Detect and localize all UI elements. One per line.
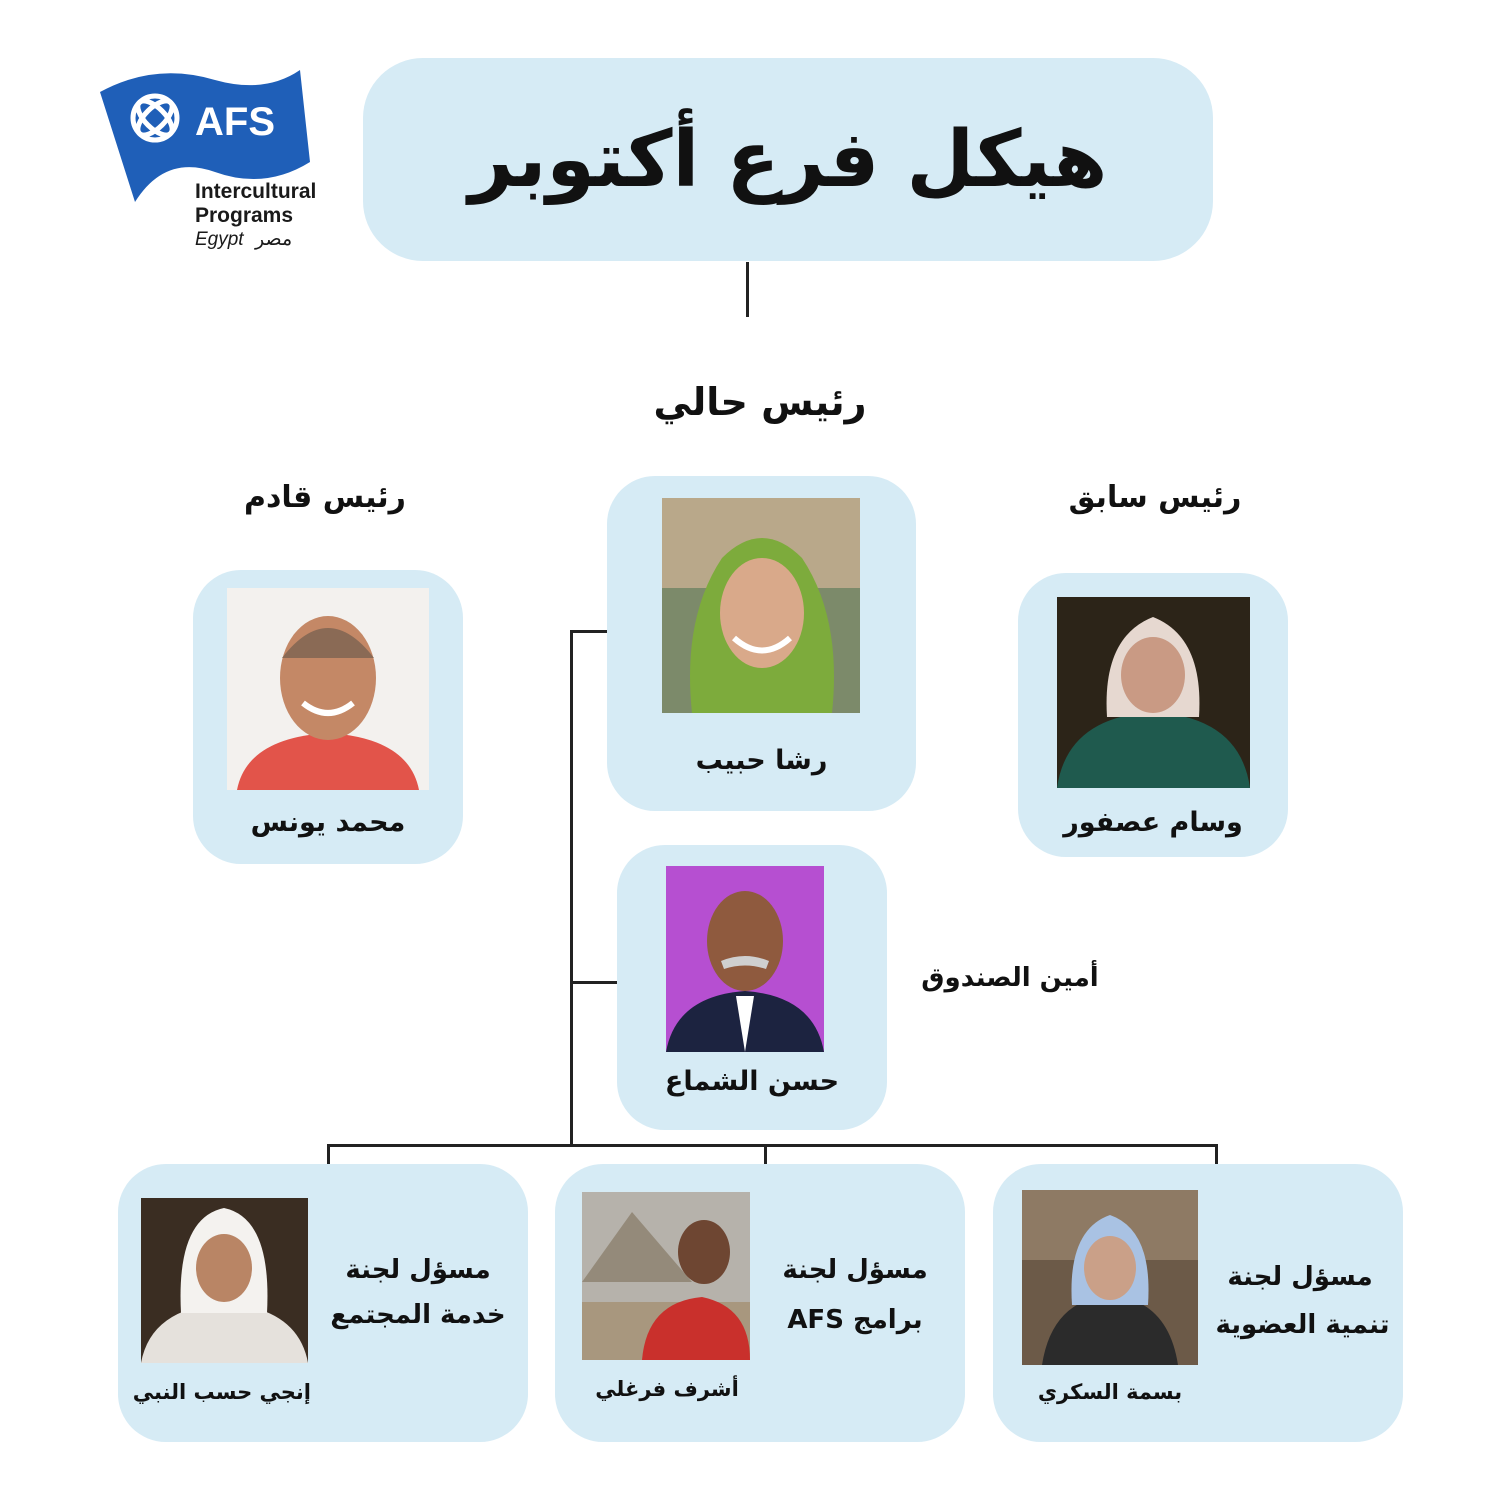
committee-community-photo [141,1198,308,1363]
person-photo-icon [666,866,824,1052]
committee-programs-photo [582,1192,750,1360]
logo-country-ar: مصر [255,228,293,250]
person-photo-icon [1057,597,1250,788]
afs-logo [95,62,325,262]
committee-community-name: إنجي حسب النبي [132,1380,311,1404]
former-president-name: وسام عصفور [1063,807,1243,838]
connector-horizontal-bottom [327,1144,1218,1147]
former-president-photo [1057,597,1250,788]
former-president-role: رئيس سابق [1068,480,1242,515]
logo-line2: Programs [195,204,294,227]
logo-line1: Intercultural [195,180,317,203]
person-photo-icon [662,498,860,713]
committee-community-role-line2: خدمة المجتمع [330,1300,506,1330]
connector-drop-left [327,1144,330,1164]
person-photo-icon [227,588,429,790]
committee-membership-role-line2: تنمية العضوية [1215,1310,1390,1340]
person-photo-icon [141,1198,308,1363]
committee-programs-role-line2: برامج AFS [787,1305,923,1335]
treasurer-photo [666,866,824,1052]
committee-membership-name: بسمة السكري [1037,1380,1183,1404]
person-photo-icon [582,1192,750,1360]
incoming-president-photo [227,588,429,790]
connector-drop-middle [764,1144,767,1164]
logo-brand: AFS [195,100,275,144]
committee-community-role-line1: مسؤل لجنة [345,1255,491,1285]
treasurer-name: حسن الشماع [664,1066,840,1097]
committee-membership-role-line1: مسؤل لجنة [1227,1262,1373,1292]
current-president-photo [662,498,860,713]
connector-to-treasurer [570,981,617,984]
logo-country-en: Egypt [195,229,244,250]
committee-membership-photo [1022,1190,1198,1365]
connector-drop-right [1215,1144,1218,1164]
page-title: هيكل فرع أكتوبر [468,114,1108,205]
current-president-role: رئيس حالي [653,380,867,424]
incoming-president-name: محمد يونس [250,807,406,838]
committee-programs-role-line1: مسؤل لجنة [782,1255,928,1285]
committee-programs-name: أشرف فرغلي [595,1377,739,1401]
treasurer-role: أمين الصندوق [921,963,1099,993]
connector-to-current [570,630,608,633]
current-president-name: رشا حبيب [695,745,828,776]
person-photo-icon [1022,1190,1198,1365]
connector-title [746,262,749,317]
incoming-president-role: رئيس قادم [244,480,406,515]
connector-vertical-left [570,630,573,1146]
